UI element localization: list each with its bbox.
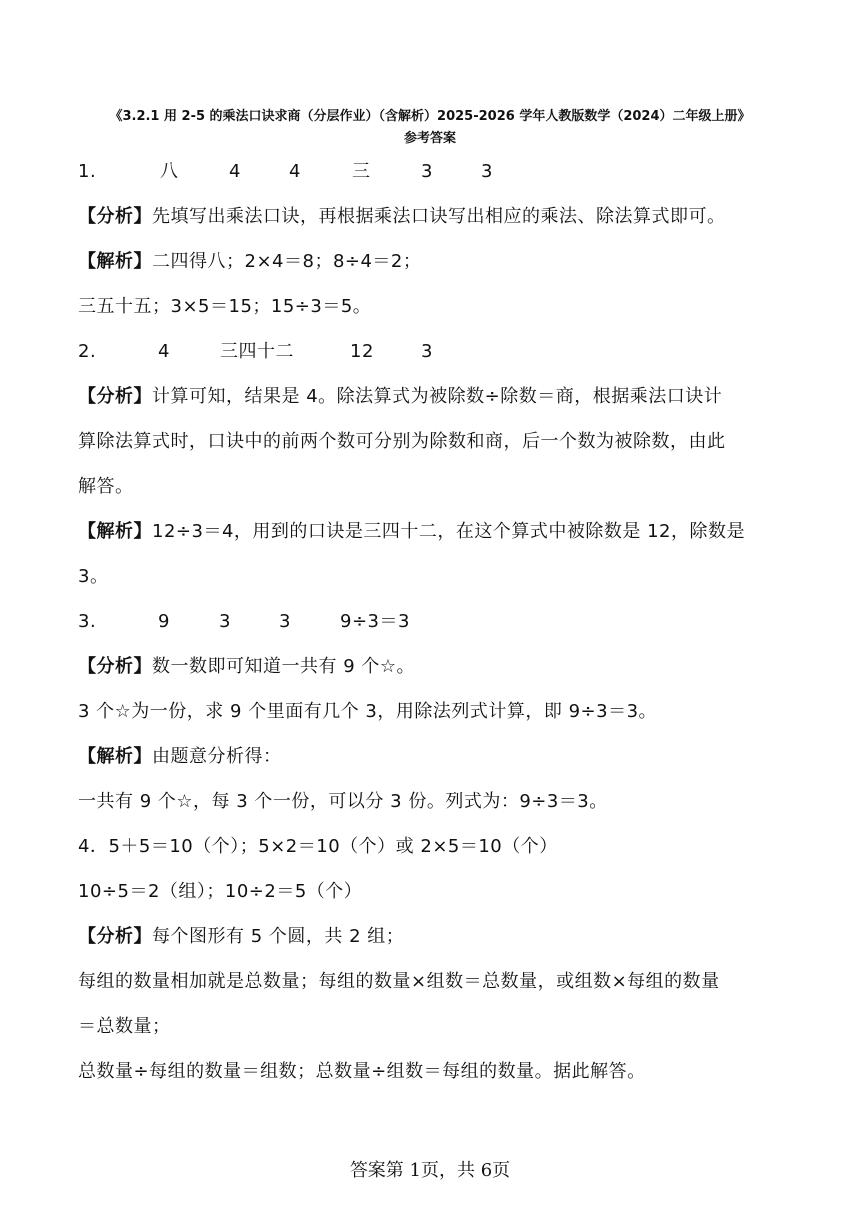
q2-solution-text-1: 12÷3＝4，用到的口诀是三四十二，在这个算式中被除数是 12，除数是: [152, 521, 746, 542]
q1-analysis-text: 先填写出乘法口诀，再根据乘法口诀写出相应的乘法、除法算式即可。: [152, 206, 726, 227]
q1-solution-text-1: 二四得八；2×4＝8；8÷4＝2；: [152, 251, 422, 272]
q1-answer-4: 三: [352, 161, 371, 182]
q4-analysis-line-3: ＝总数量；: [78, 1016, 171, 1037]
q2-answer-2: 三四十二: [220, 341, 294, 362]
q3-answer-4: 9÷3＝3: [340, 611, 410, 632]
solution-tag: 【解析】: [78, 251, 152, 272]
analysis-tag: 【分析】: [78, 206, 152, 227]
q3-answer-1: 9: [158, 611, 170, 632]
q1-answer-5: 3: [421, 161, 433, 182]
q4-analysis-line-4: 总数量÷每组的数量＝组数；总数量÷组数＝每组的数量。据此解答。: [78, 1061, 646, 1082]
q3-number: 3.: [78, 611, 97, 632]
q3-analysis-line-2: 3 个☆为一份，求 9 个里面有几个 3，用除法列式计算，即 9÷3＝3。: [78, 701, 658, 722]
q1-solution: [78, 247, 788, 277]
q3-solution-text-1: 由题意分析得：: [152, 746, 282, 767]
q2-solution-line-2: 3。: [78, 566, 109, 587]
q1-analysis: [78, 202, 788, 232]
q3-analysis-text-1: 数一数即可知道一共有 9 个☆。: [152, 656, 416, 677]
q4-answer-line-1: 4．5＋5＝10（个）；5×2＝10（个）或 2×5＝10（个）: [78, 836, 558, 857]
q4-analysis: [78, 922, 788, 952]
q2-answer-1: 4: [158, 341, 170, 362]
q3-analysis: [78, 652, 788, 682]
q1-answer-1: 八: [160, 161, 179, 182]
solution-tag: 【解析】: [78, 521, 152, 542]
q3-answer-2: 3: [219, 611, 231, 632]
q4-answer-line-2: 10÷5＝2（组）；10÷2＝5（个）: [78, 881, 363, 902]
document-subtitle: 参考答案: [403, 131, 456, 146]
analysis-tag: 【分析】: [78, 656, 152, 677]
q2-answer-3: 12: [350, 341, 374, 362]
q3-solution-line-2: 一共有 9 个☆，每 3 个一份，可以分 3 份。列式为：9÷3＝3。: [78, 791, 608, 812]
q1-number: 1.: [78, 161, 97, 182]
q1-solution-line-2: 三五十五；3×5＝15；15÷3＝5。: [78, 296, 372, 317]
q2-analysis: [78, 382, 788, 412]
q2-analysis-text-1: 计算可知，结果是 4。除法算式为被除数÷除数＝商，根据乘法口诀计: [152, 386, 723, 407]
analysis-tag: 【分析】: [78, 386, 152, 407]
q3-answer-3: 3: [279, 611, 291, 632]
q4-analysis-text-1: 每个图形有 5 个圆，共 2 组；: [152, 926, 405, 947]
q2-analysis-line-3: 解答。: [78, 476, 134, 497]
q2-number: 2.: [78, 341, 97, 362]
q2-answer-4: 3: [421, 341, 433, 362]
q4-analysis-line-2: 每组的数量相加就是总数量；每组的数量×组数＝总数量，或组数×每组的数量: [78, 971, 720, 992]
q3-solution: [78, 742, 788, 772]
q1-answer-6: 3: [481, 161, 493, 182]
analysis-tag: 【分析】: [78, 926, 152, 947]
solution-tag: 【解析】: [78, 746, 152, 767]
q2-solution: [78, 517, 788, 547]
q1-answer-3: 4: [289, 161, 301, 182]
q2-analysis-line-2: 算除法算式时，口诀中的前两个数可分别为除数和商，后一个数为被除数，由此: [78, 431, 726, 452]
document-title: 《3.2.1 用 2-5 的乘法口诀求商（分层作业）（含解析）2025-2026 学年人教版数学（2024）二年级上册》: [109, 109, 751, 124]
q1-answer-2: 4: [229, 161, 241, 182]
page-footer: 答案第 1页，共 6页: [349, 1160, 511, 1181]
